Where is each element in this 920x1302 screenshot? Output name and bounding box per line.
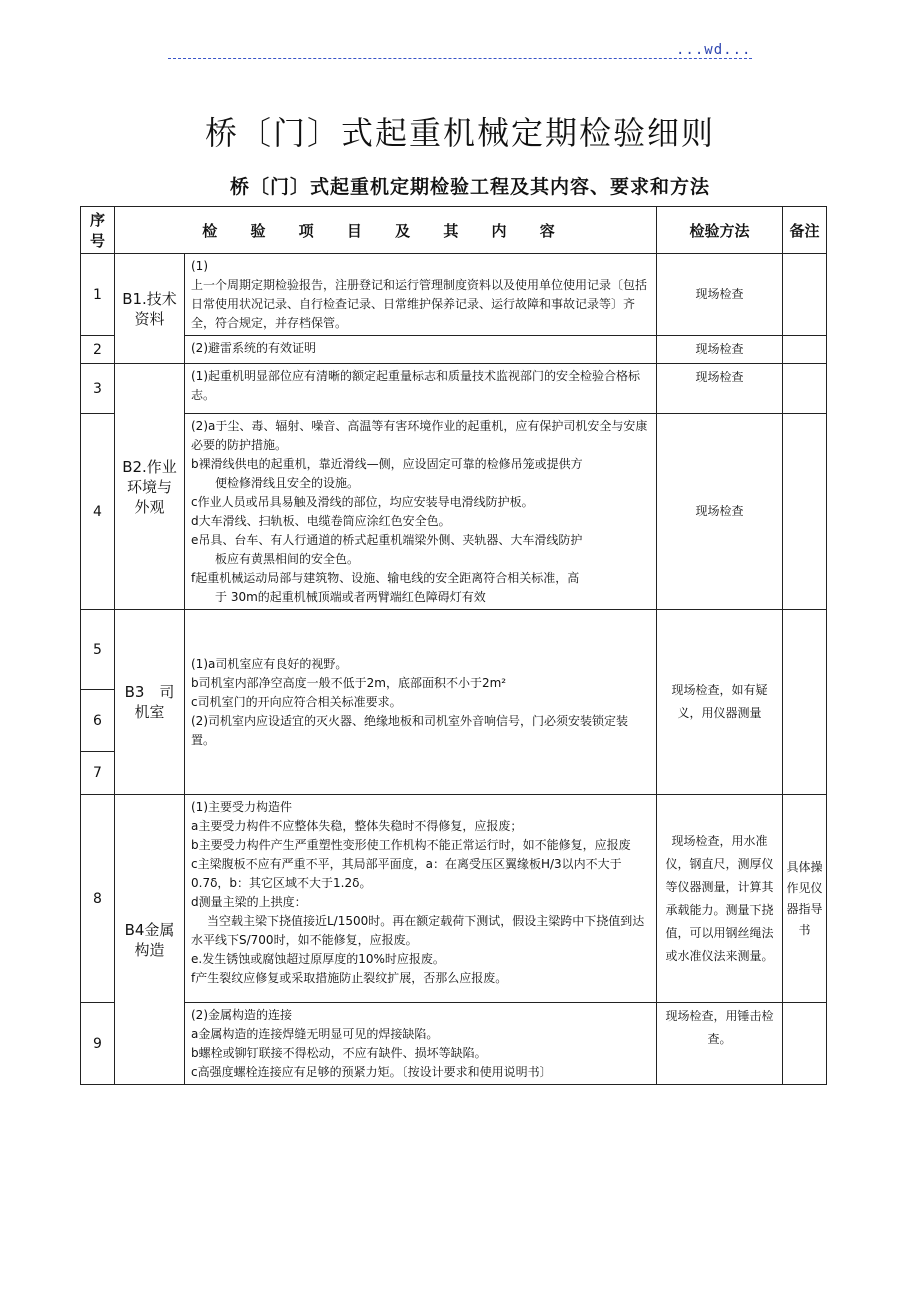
row-seq: 7 <box>81 752 115 795</box>
row-note <box>783 364 827 414</box>
row-seq: 1 <box>81 254 115 336</box>
row-note <box>783 336 827 364</box>
header-seq: 序号 <box>81 207 115 254</box>
row-content: (1)起重机明显部位应有清晰的额定起重量标志和质量技术监视部门的安全检验合格标志。 <box>185 364 657 414</box>
row-content: (2)避雷系统的有效证明 <box>185 336 657 364</box>
table-header-row <box>81 207 827 254</box>
row-note: 具体操作见仪器指导书 <box>783 795 827 1003</box>
category-b2: B2.作业环境与外观 <box>115 364 185 610</box>
table-row <box>81 414 827 610</box>
row-method: 现场检查，用水准仪，钢直尺，测厚仪等仪器测量，计算其承载能力。测量下挠值，可以用钢丝绳法或水准仪法来测量。 <box>657 795 783 1003</box>
row-content: (1) 上一个周期定期检验报告，注册登记和运行管理制度资料以及使用单位使用记录〔包括日常使用状况记录、自行检查记录、日常维护保养记录、运行故障和事故记录等〕齐全，符合规定，并存档保管。 <box>185 254 657 336</box>
row-seq: 9 <box>81 1003 115 1085</box>
row-content: (1)主要受力构造件 a主要受力构件不应整体失稳，整体失稳时不得修复，应报废； b主要受力构件产生严重塑性变形使工作机构不能正常运行时，如不能修复，应报废 c主梁腹板不应有严重不平，其局部平面度，a：在离受压区翼缘板H/3以内不大于0.7δ，b：其它区域不大于1.2δ。 d测量主梁的上拱度： 当空载主梁下挠值接近L/1500时。再在额定载荷下测试，假设主梁跨中下挠值到达水平线下S/700时，如不能修复，应报废。 e.发生锈蚀或腐蚀超过原厚度的10%时应报废。 f产生裂纹应修复或采取措施防止裂纹扩展，否那么应报废。 <box>185 795 657 1003</box>
row-note <box>783 414 827 610</box>
header-content: 检 验 项 目 及 其 内 容 <box>115 207 657 254</box>
header-method: 检验方法 <box>657 207 783 254</box>
row-seq: 4 <box>81 414 115 610</box>
category-b4: B4金属构造 <box>115 795 185 1085</box>
header-divider <box>168 58 752 59</box>
row-content: (2)金属构造的连接 a金属构造的连接焊缝无明显可见的焊接缺陷。 b螺栓或铆钉联接不得松动，不应有缺件、损坏等缺陷。 c高强度螺栓连接应有足够的预紧力矩。〔按设计要求和使用说明书〕 <box>185 1003 657 1085</box>
row-seq: 6 <box>81 690 115 752</box>
table-row <box>81 336 827 364</box>
header-note: 备注 <box>783 207 827 254</box>
row-method: 现场检查，用锤击检查。 <box>657 1003 783 1085</box>
category-b1: B1.技术资料 <box>115 254 185 364</box>
row-seq: 3 <box>81 364 115 414</box>
table-row <box>81 1003 827 1085</box>
document-title: 桥〔门〕式起重机械定期检验细则 <box>204 114 715 152</box>
row-note <box>783 254 827 336</box>
inspection-table <box>80 206 827 1085</box>
table-row <box>81 610 827 690</box>
table-row <box>81 795 827 1003</box>
row-method: 现场检查 <box>657 336 783 364</box>
row-seq: 5 <box>81 610 115 690</box>
table-row <box>81 254 827 336</box>
row-method: 现场检查 <box>657 414 783 610</box>
b3-content: (1)a司机室应有良好的视野。 b司机室内部净空高度一般不低于2m，底部面积不小于2m² c司机室门的开向应符合相关标准要求。 (2)司机室内应设适宜的灭火器、绝缘地板和司机室外音响信号，门必须安装锁定装置。 <box>185 610 657 795</box>
document-subtitle: 桥〔门〕式起重机定期检验工程及其内容、要求和方法 <box>229 176 710 198</box>
table-row <box>81 364 827 414</box>
header-mark: ...wd... <box>676 42 752 58</box>
row-method: 现场检查 <box>657 364 783 414</box>
row-method: 现场检查 <box>657 254 783 336</box>
b3-note <box>783 610 827 795</box>
row-seq: 8 <box>81 795 115 1003</box>
category-b3: B3 司机室 <box>115 610 185 795</box>
b3-method: 现场检查，如有疑义，用仪器测量 <box>657 610 783 795</box>
row-content: (2)a于尘、毒、辐射、噪音、高温等有害环境作业的起重机，应有保护司机安全与安康必要的防护措施。 b裸滑线供电的起重机，靠近滑线—侧，应设固定可靠的检修吊笼或提供方 便检修滑线且安全的设施。 c作业人员或吊具易触及滑线的部位，均应安装导电滑线防护板。 d大车滑线、扫轨板、电缆卷筒应涂红色安全色。 e吊具、台车、有人行通道的桥式起重机端梁外侧、夹轨器、大车滑线防护 板应有黄黑相间的安全色。 f起重机械运动局部与建筑物、设施、输电线的安全距离符合相关标准，高 于 30m的起重机械顶端或者两臂端红色障碍灯有效 <box>185 414 657 610</box>
row-note <box>783 1003 827 1085</box>
row-seq: 2 <box>81 336 115 364</box>
